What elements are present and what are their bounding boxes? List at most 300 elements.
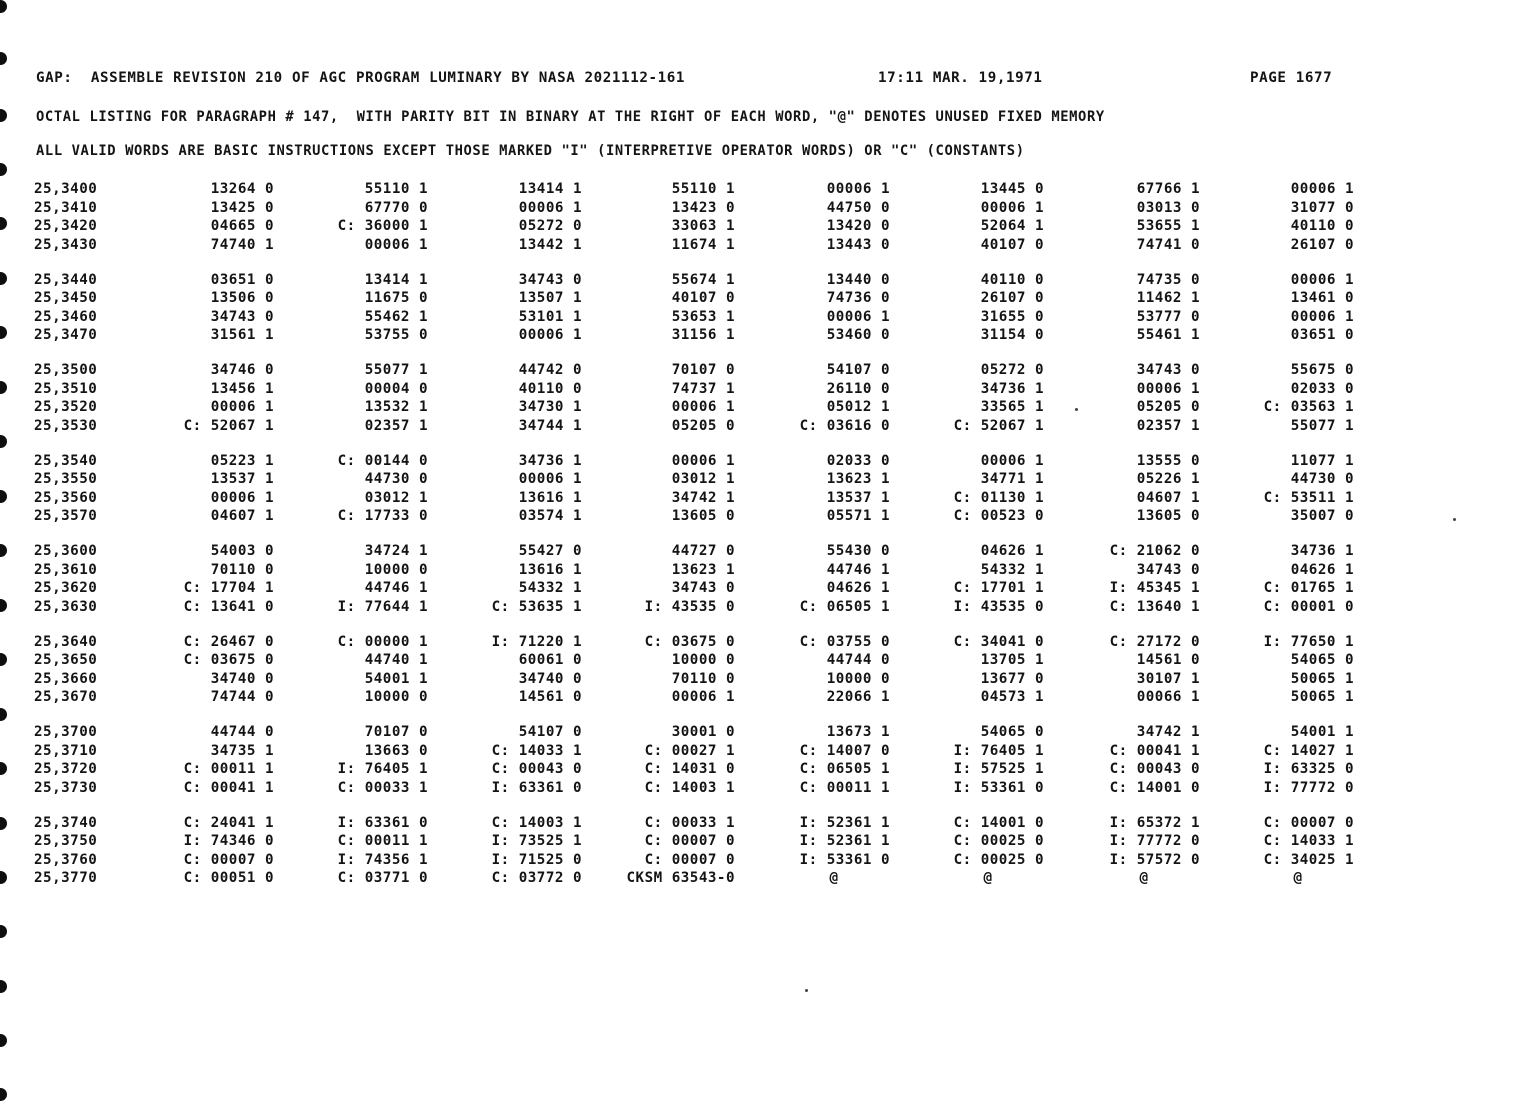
word-cell: 31154 0 [980,327,1044,343]
word-cell: 00006 1 [980,452,1044,469]
word-cell: C: 00011 1 [799,779,890,796]
word-cell: C: 06505 1 [799,598,890,615]
word-cell: 44746 1 [364,580,428,596]
listing-row [0,452,1530,471]
word-cell: 00006 1 [210,489,274,506]
word-cell: C: 01765 1 [1263,580,1354,596]
address-cell: 25,3660 [34,670,98,687]
octal-listing-table [0,180,1530,904]
word-cell: I: 76405 1 [337,761,428,777]
word-cell: 00006 1 [826,308,890,325]
word-cell: 44744 0 [210,724,274,740]
word-cell: 44727 0 [671,543,735,559]
listing-row [0,326,1530,345]
word-cell: C: 03771 0 [337,870,428,886]
word-cell: 13456 1 [210,380,274,397]
word-cell: 00006 1 [1290,271,1354,288]
word-cell: 34730 1 [518,399,582,415]
word-cell: 26107 0 [980,290,1044,306]
listing-row [0,507,1530,526]
word-cell: C: 00041 1 [183,779,274,796]
word-cell: 50065 1 [1290,670,1354,687]
word-cell: 40110 0 [1290,218,1354,234]
word-cell: I: 57525 1 [953,761,1044,777]
word-cell: 34724 1 [364,543,428,559]
word-cell: 04573 1 [980,689,1044,705]
word-cell: 53460 0 [826,327,890,343]
address-cell: 25,3640 [34,633,98,650]
word-cell: 74735 0 [1136,271,1200,288]
address-cell: 25,3550 [34,471,98,487]
word-cell: 53777 0 [1136,308,1200,325]
word-cell: 13414 1 [518,181,582,197]
word-cell: 14561 0 [1136,652,1200,668]
address-cell: 25,3670 [34,689,98,705]
address-cell: 25,3470 [34,327,98,343]
word-cell: C: 53511 1 [1263,489,1354,506]
word-cell: C: 00027 1 [644,742,735,759]
word-cell: I: 53361 0 [953,779,1044,796]
listing-block [0,814,1530,905]
word-cell: 30001 0 [671,724,735,740]
word-cell: C: 00025 0 [953,851,1044,868]
word-cell: 04626 1 [980,543,1044,559]
word-cell: C: 00043 0 [1109,761,1200,777]
address-cell: 25,3630 [34,598,98,615]
address-cell: 25,3570 [34,508,98,524]
word-cell: I: 73525 1 [491,833,582,849]
word-cell: 70107 0 [364,724,428,740]
listing-block [0,452,1530,543]
word-cell: 44750 0 [826,199,890,216]
word-cell: C: 00007 0 [1263,814,1354,831]
listing-block [0,271,1530,362]
word-cell: C: 00000 1 [337,633,428,650]
word-cell: 13555 0 [1136,452,1200,469]
address-cell: 25,3710 [34,742,98,759]
word-cell: 40110 0 [518,380,582,397]
binder-hole [0,109,7,122]
unused-memory-cell: @ [829,870,839,886]
word-cell: 34736 1 [1290,543,1354,559]
word-cell: 70110 0 [671,670,735,687]
word-cell: 52064 1 [980,218,1044,234]
word-cell: 13605 0 [671,508,735,524]
word-cell: 03574 1 [518,508,582,524]
word-cell: C: 14001 0 [953,814,1044,831]
word-cell: C: 26467 0 [183,633,274,650]
word-cell: 54001 1 [1290,724,1354,740]
word-cell: I: 77772 0 [1109,833,1200,849]
word-cell: 04626 1 [1290,561,1354,578]
word-cell: 11674 1 [671,236,735,253]
word-cell: 54107 0 [518,724,582,740]
word-cell: 34746 0 [210,362,274,378]
print-speck [805,989,808,992]
listing-row [0,851,1530,870]
binder-hole [0,0,7,13]
listing-row [0,579,1530,598]
word-cell: 13425 0 [210,199,274,216]
word-cell: 13623 1 [671,561,735,578]
word-cell: I: 43535 0 [644,598,735,615]
word-cell: 31655 0 [980,308,1044,325]
word-cell: 70110 0 [210,561,274,578]
word-cell: C: 34041 0 [953,633,1044,650]
word-cell: 53653 1 [671,308,735,325]
word-cell: C: 03772 0 [491,870,582,886]
word-cell: 60061 0 [518,652,582,668]
word-cell: 13442 1 [518,236,582,253]
binder-hole [0,163,7,176]
word-cell: C: 00007 0 [183,851,274,868]
word-cell: C: 00041 1 [1109,742,1200,759]
word-cell: 34736 1 [980,380,1044,397]
word-cell: C: 17733 0 [337,508,428,524]
binder-hole [0,52,7,65]
word-cell: 02357 1 [1136,417,1200,434]
word-cell: 05205 0 [671,417,735,434]
word-cell: 54003 0 [210,543,274,559]
word-cell: 53755 0 [364,327,428,343]
listing-row [0,561,1530,580]
listing-row [0,308,1530,327]
word-cell: 55462 1 [364,308,428,325]
word-cell: C: 00007 0 [644,833,735,849]
word-cell: 67770 0 [364,199,428,216]
word-cell: 13423 0 [671,199,735,216]
address-cell: 25,3740 [34,814,98,831]
word-cell: C: 14001 0 [1109,779,1200,796]
address-cell: 25,3530 [34,417,98,434]
address-cell: 25,3500 [34,362,98,378]
word-cell: 04607 1 [210,508,274,524]
address-cell: 25,3770 [34,870,98,886]
listing-row [0,236,1530,255]
address-cell: 25,3520 [34,399,98,415]
header-title: GAP: ASSEMBLE REVISION 210 OF AGC PROGRAM LUMINARY BY NASA 2021112-161 [36,70,686,86]
word-cell: I: 52361 1 [799,814,890,831]
word-cell: 30107 1 [1136,670,1200,687]
address-cell: 25,3400 [34,181,98,197]
word-cell: 00006 1 [1136,380,1200,397]
word-cell: 34743 0 [210,308,274,325]
word-cell: C: 00033 1 [337,779,428,796]
word-cell: C: 06505 1 [799,761,890,777]
listing-block [0,633,1530,724]
listing-row [0,380,1530,399]
listing-row [0,398,1530,417]
word-cell: 00066 1 [1136,689,1200,705]
word-cell: I: 45345 1 [1109,580,1200,596]
word-cell: 13537 1 [826,489,890,506]
word-cell: 11462 1 [1136,290,1200,306]
word-cell: C: 17701 1 [953,580,1044,596]
word-cell: 05205 0 [1136,399,1200,415]
word-cell: C: 52067 1 [183,417,274,434]
address-cell: 25,3460 [34,308,98,325]
word-cell: C: 01130 1 [953,489,1044,506]
word-cell: 55110 1 [671,181,735,197]
listing-row [0,651,1530,670]
address-cell: 25,3620 [34,580,98,596]
word-cell: 54107 0 [826,362,890,378]
unused-memory-cell: @ [983,870,993,886]
word-cell: 34742 1 [1136,724,1200,740]
word-cell: 54332 1 [518,580,582,596]
word-cell: 05272 0 [518,218,582,234]
word-cell: C: 03755 0 [799,633,890,650]
word-cell: 55077 1 [1290,417,1354,434]
word-cell: 22066 1 [826,689,890,705]
word-cell: 33565 1 [980,399,1044,415]
word-cell: 54065 0 [980,724,1044,740]
binder-hole [0,925,7,938]
word-cell: 04665 0 [210,218,274,234]
unused-memory-cell: @ [1293,870,1303,886]
word-cell: 53655 1 [1136,218,1200,234]
word-cell: 34736 1 [518,452,582,469]
word-cell: 00006 1 [518,471,582,487]
word-cell: 40110 0 [980,271,1044,288]
listing-row [0,670,1530,689]
listing-row [0,180,1530,199]
address-cell: 25,3720 [34,761,98,777]
word-cell: 44730 0 [364,471,428,487]
word-cell: 00006 1 [1290,308,1354,325]
word-cell: CKSM 63543-0 [626,870,735,886]
binder-hole [0,980,7,993]
header-legend: ALL VALID WORDS ARE BASIC INSTRUCTIONS EXCEPT THOSE MARKED "I" (INTERPRETIVE OPERATOR WORDS) OR "C" (CONSTANTS) [36,143,1025,159]
word-cell: C: 14027 1 [1263,742,1354,759]
word-cell: 13445 0 [980,181,1044,197]
word-cell: 44730 0 [1290,471,1354,487]
word-cell: C: 27172 0 [1109,633,1200,650]
address-cell: 25,3410 [34,199,98,216]
word-cell: C: 03675 0 [644,633,735,650]
word-cell: 10000 0 [364,689,428,705]
word-cell: 05272 0 [980,362,1044,378]
listing-row [0,832,1530,851]
listing-block [0,180,1530,271]
word-cell: 34743 0 [671,580,735,596]
word-cell: 02033 0 [826,452,890,469]
address-cell: 25,3600 [34,543,98,559]
word-cell: C: 03616 0 [799,417,890,434]
word-cell: 74736 0 [826,290,890,306]
word-cell: 05226 1 [1136,471,1200,487]
word-cell: I: 76405 1 [953,742,1044,759]
listing-row [0,289,1530,308]
word-cell: 40107 0 [671,290,735,306]
address-cell: 25,3650 [34,652,98,668]
word-cell: 34743 0 [1136,362,1200,378]
word-cell: I: 71220 1 [491,633,582,650]
word-cell: 13440 0 [826,271,890,288]
word-cell: 05571 1 [826,508,890,524]
word-cell: 13616 1 [518,489,582,506]
listing-row [0,417,1530,436]
word-cell: 34742 1 [671,489,735,506]
word-cell: 74740 1 [210,236,274,253]
word-cell: 13677 0 [980,670,1044,687]
word-cell: 04607 1 [1136,489,1200,506]
word-cell: 55427 0 [518,543,582,559]
word-cell: 10000 0 [826,670,890,687]
word-cell: 34744 1 [518,417,582,434]
word-cell: C: 13640 1 [1109,598,1200,615]
word-cell: 13443 0 [826,236,890,253]
listing-row [0,723,1530,742]
word-cell: 55077 1 [364,362,428,378]
address-cell: 25,3700 [34,724,98,740]
address-cell: 25,3610 [34,561,98,578]
word-cell: 00006 1 [1290,181,1354,197]
word-cell: 04626 1 [826,580,890,596]
word-cell: C: 14003 1 [644,779,735,796]
word-cell: 44742 0 [518,362,582,378]
word-cell: 00006 1 [518,327,582,343]
word-cell: 05223 1 [210,452,274,469]
word-cell: C: 53635 1 [491,598,582,615]
word-cell: 55674 1 [671,271,735,288]
word-cell: 13420 0 [826,218,890,234]
word-cell: 34771 1 [980,471,1044,487]
word-cell: 55461 1 [1136,327,1200,343]
word-cell: 10000 0 [671,652,735,668]
word-cell: 00006 1 [671,689,735,705]
word-cell: 13461 0 [1290,290,1354,306]
word-cell: C: 00523 0 [953,508,1044,524]
word-cell: 13264 0 [210,181,274,197]
listing-row [0,199,1530,218]
word-cell: I: 71525 0 [491,851,582,868]
word-cell: C: 34025 1 [1263,851,1354,868]
listing-row [0,217,1530,236]
word-cell: C: 00033 1 [644,814,735,831]
word-cell: 13532 1 [364,399,428,415]
listing-block [0,361,1530,452]
word-cell: C: 17704 1 [183,580,274,596]
word-cell: 13506 0 [210,290,274,306]
header-description: OCTAL LISTING FOR PARAGRAPH # 147, WITH PARITY BIT IN BINARY AT THE RIGHT OF EACH WORD, "@" DENOTES UNUSED FIXED MEMORY [36,109,1105,125]
word-cell: C: 24041 1 [183,814,274,831]
word-cell: 74741 0 [1136,236,1200,253]
word-cell: C: 00007 0 [644,851,735,868]
page-number: PAGE 1677 [1250,70,1333,86]
word-cell: 00006 1 [671,452,735,469]
word-cell: 03651 0 [1290,327,1354,343]
word-cell: C: 14031 0 [644,761,735,777]
word-cell: 14561 0 [518,689,582,705]
word-cell: C: 00051 0 [183,870,274,886]
word-cell: 03651 0 [210,271,274,288]
address-cell: 25,3730 [34,779,98,796]
word-cell: 34743 0 [518,271,582,288]
address-cell: 25,3510 [34,380,98,397]
word-cell: 44746 1 [826,561,890,578]
word-cell: I: 52361 1 [799,833,890,849]
word-cell: I: 74346 0 [183,833,274,849]
word-cell: 54001 1 [364,670,428,687]
word-cell: 00006 1 [671,399,735,415]
word-cell: 10000 0 [364,561,428,578]
word-cell: C: 14003 1 [491,814,582,831]
word-cell: 35007 0 [1290,508,1354,524]
word-cell: 13705 1 [980,652,1044,668]
word-cell: 00006 1 [980,199,1044,216]
word-cell: 05012 1 [826,399,890,415]
word-cell: 13673 1 [826,724,890,740]
listing-block [0,542,1530,633]
word-cell: 13537 1 [210,471,274,487]
word-cell: 34740 0 [518,670,582,687]
word-cell: 34743 0 [1136,561,1200,578]
word-cell: I: 77772 0 [1263,779,1354,796]
word-cell: 11077 1 [1290,452,1354,469]
word-cell: I: 65372 1 [1109,814,1200,831]
address-cell: 25,3760 [34,851,98,868]
word-cell: I: 57572 0 [1109,851,1200,868]
word-cell: 31077 0 [1290,199,1354,216]
word-cell: C: 03675 0 [183,652,274,668]
word-cell: 74744 0 [210,689,274,705]
word-cell: 53101 1 [518,308,582,325]
word-cell: 55675 0 [1290,362,1354,378]
listing-row [0,760,1530,779]
word-cell: C: 14033 1 [1263,833,1354,849]
word-cell: 13663 0 [364,742,428,759]
word-cell: C: 52067 1 [953,417,1044,434]
word-cell: 02033 0 [1290,380,1354,397]
word-cell: C: 00011 1 [337,833,428,849]
word-cell: 11675 0 [364,290,428,306]
word-cell: 70107 0 [671,362,735,378]
word-cell: 74737 1 [671,380,735,397]
word-cell: 55430 0 [826,543,890,559]
word-cell: C: 00001 0 [1263,598,1354,615]
listing-row [0,271,1530,290]
word-cell: 03013 0 [1136,199,1200,216]
word-cell: C: 14007 0 [799,742,890,759]
word-cell: 00004 0 [364,380,428,397]
word-cell: 13414 1 [364,271,428,288]
listing-row [0,361,1530,380]
word-cell: 33063 1 [671,218,735,234]
word-cell: 34740 0 [210,670,274,687]
listing-row [0,489,1530,508]
word-cell: C: 36000 1 [337,218,428,234]
word-cell: C: 14033 1 [491,742,582,759]
word-cell: 03012 1 [671,471,735,487]
word-cell: 02357 1 [364,417,428,434]
word-cell: 44740 1 [364,652,428,668]
word-cell: 50065 1 [1290,689,1354,705]
listing-row [0,470,1530,489]
word-cell: C: 00025 0 [953,833,1044,849]
binder-hole [0,1088,7,1101]
word-cell: 26110 0 [826,380,890,397]
word-cell: 03012 1 [364,489,428,506]
word-cell: 44744 0 [826,652,890,668]
word-cell: I: 53361 0 [799,851,890,868]
listing-row [0,688,1530,707]
listing-row [0,742,1530,761]
address-cell: 25,3750 [34,833,98,849]
word-cell: 31156 1 [671,327,735,343]
listing-row [0,542,1530,561]
listing-row [0,633,1530,652]
